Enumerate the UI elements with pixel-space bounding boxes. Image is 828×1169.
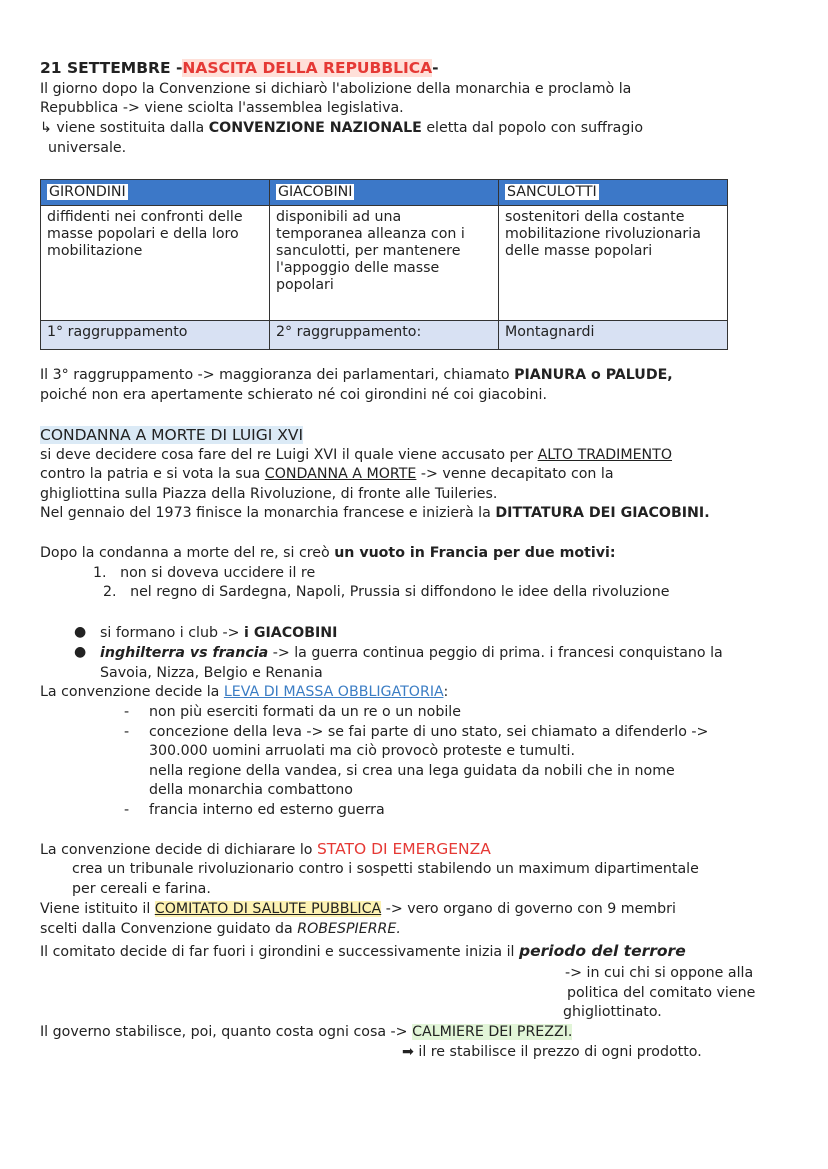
dash-icon: - bbox=[124, 802, 130, 818]
factions-table bbox=[40, 179, 728, 350]
text-line: della monarchia combattono bbox=[149, 782, 353, 798]
dash-icon: - bbox=[124, 724, 130, 740]
text-line: ghigliottinato. bbox=[563, 1004, 662, 1020]
text-line: Dopo la condanna a morte del re, si creò un vuoto in Francia per due motivi: bbox=[40, 545, 616, 561]
table-cell: disponibili ad una temporanea alleanza con i sanculotti, per mantenere l'appoggio delle masse popolari bbox=[270, 206, 499, 321]
table-cell: sostenitori della costante mobilitazione rivoluzionaria delle masse popolari bbox=[499, 206, 728, 321]
table-row bbox=[41, 206, 728, 321]
text-line: Nel gennaio del 1973 finisce la monarchia francese e inizierà la DITTATURA DEI GIACOBINI. bbox=[40, 505, 710, 521]
text-line: Il giorno dopo la Convenzione si dichiarò l'abolizione della monarchia e proclamò la bbox=[40, 81, 632, 97]
text-line: si deve decidere cosa fare del re Luigi XVI il quale viene accusato per ALTO TRADIMENTO bbox=[40, 447, 673, 463]
table-header-cell: GIRONDINI bbox=[41, 180, 270, 206]
leva-link[interactable]: LEVA DI MASSA OBBLIGATORIA bbox=[223, 684, 444, 700]
text-line: nella regione della vandea, si crea una lega guidata da nobili che in nome bbox=[149, 763, 675, 779]
text-line: poiché non era apertamente schierato né coi girondini né coi giacobini. bbox=[40, 387, 547, 403]
text-line: contro la patria e si vota la sua CONDANNA A MORTE -> venne decapitato con la bbox=[40, 466, 614, 482]
list-item: francia interno ed esterno guerra bbox=[149, 802, 385, 818]
table-cell: diffidenti nei confronti delle masse popolari e della loro mobilitazione bbox=[41, 206, 270, 321]
section-heading: NASCITA DELLA REPUBBLICA bbox=[182, 59, 433, 77]
table-cell: 2° raggruppamento: bbox=[270, 321, 499, 350]
dash-icon: - bbox=[124, 704, 130, 720]
bullet-icon: ● bbox=[74, 624, 87, 640]
text-line: La convenzione decide la LEVA DI MASSA OBBLIGATORIA: bbox=[40, 684, 449, 700]
text-line: Il governo stabilisce, poi, quanto costa ogni cosa -> CALMIERE DEI PREZZI. bbox=[40, 1024, 573, 1040]
text-line: -> in cui chi si oppone alla bbox=[565, 965, 754, 981]
text-line: Savoia, Nizza, Belgio e Renania bbox=[100, 665, 323, 681]
list-item: 2. nel regno di Sardegna, Napoli, Prussia si diffondono le idee della rivoluzione bbox=[103, 584, 670, 600]
table-cell: 1° raggruppamento bbox=[41, 321, 270, 350]
section-date: 21 SETTEMBRE - bbox=[40, 59, 183, 77]
list-item: inghilterra vs francia -> la guerra continua peggio di prima. i francesi conquistano la bbox=[100, 645, 723, 661]
list-item: si formano i club -> i GIACOBINI bbox=[100, 625, 338, 641]
text-line: crea un tribunale rivoluzionario contro i sospetti stabilendo un maximum dipartimentale bbox=[72, 861, 699, 877]
text-line: ↳ viene sostituita dalla CONVENZIONE NAZIONALE eletta dal popolo con suffragio bbox=[40, 120, 644, 136]
list-item: concezione della leva -> se fai parte di uno stato, sei chiamato a difenderlo -> bbox=[149, 724, 709, 740]
text-line: ghigliottina sulla Piazza della Rivoluzione, di fronte alle Tuileries. bbox=[40, 486, 498, 502]
text-line: scelti dalla Convenzione guidato da ROBESPIERRE. bbox=[40, 921, 401, 937]
table-cell: Montagnardi bbox=[499, 321, 728, 350]
table-header-row bbox=[41, 180, 728, 206]
bullet-icon: ● bbox=[74, 644, 87, 660]
section-suffix: - bbox=[432, 59, 439, 77]
text-line: per cereali e farina. bbox=[72, 881, 211, 897]
text-line: La convenzione decide di dichiarare lo STATO DI EMERGENZA bbox=[40, 840, 491, 858]
list-item: non più eserciti formati da un re o un nobile bbox=[149, 704, 461, 720]
text-line: Repubblica -> viene sciolta l'assemblea legislativa. bbox=[40, 100, 404, 116]
text-line: 300.000 uomini arruolati ma ciò provocò proteste e tumulti. bbox=[149, 743, 575, 759]
table-row bbox=[41, 321, 728, 350]
table-header-cell: SANCULOTTI bbox=[499, 180, 728, 206]
text-line: universale. bbox=[48, 140, 127, 156]
text-line: Viene istituito il COMITATO DI SALUTE PUBBLICA -> vero organo di governo con 9 membri bbox=[40, 901, 676, 917]
section-title-condanna: CONDANNA A MORTE DI LUIGI XVI bbox=[40, 426, 304, 444]
text-line: ➡ il re stabilisce il prezzo di ogni prodotto. bbox=[402, 1044, 702, 1060]
section-title-repubblica bbox=[40, 59, 439, 78]
list-item: 1. non si doveva uccidere il re bbox=[93, 565, 316, 581]
text-line: Il 3° raggruppamento -> maggioranza dei parlamentari, chiamato PIANURA o PALUDE, bbox=[40, 367, 673, 383]
text-line: politica del comitato viene bbox=[567, 985, 756, 1001]
text-line: Il comitato decide di far fuori i girondini e successivamente inizia il periodo del terrore bbox=[40, 942, 686, 960]
table-header-cell: GIACOBINI bbox=[270, 180, 499, 206]
